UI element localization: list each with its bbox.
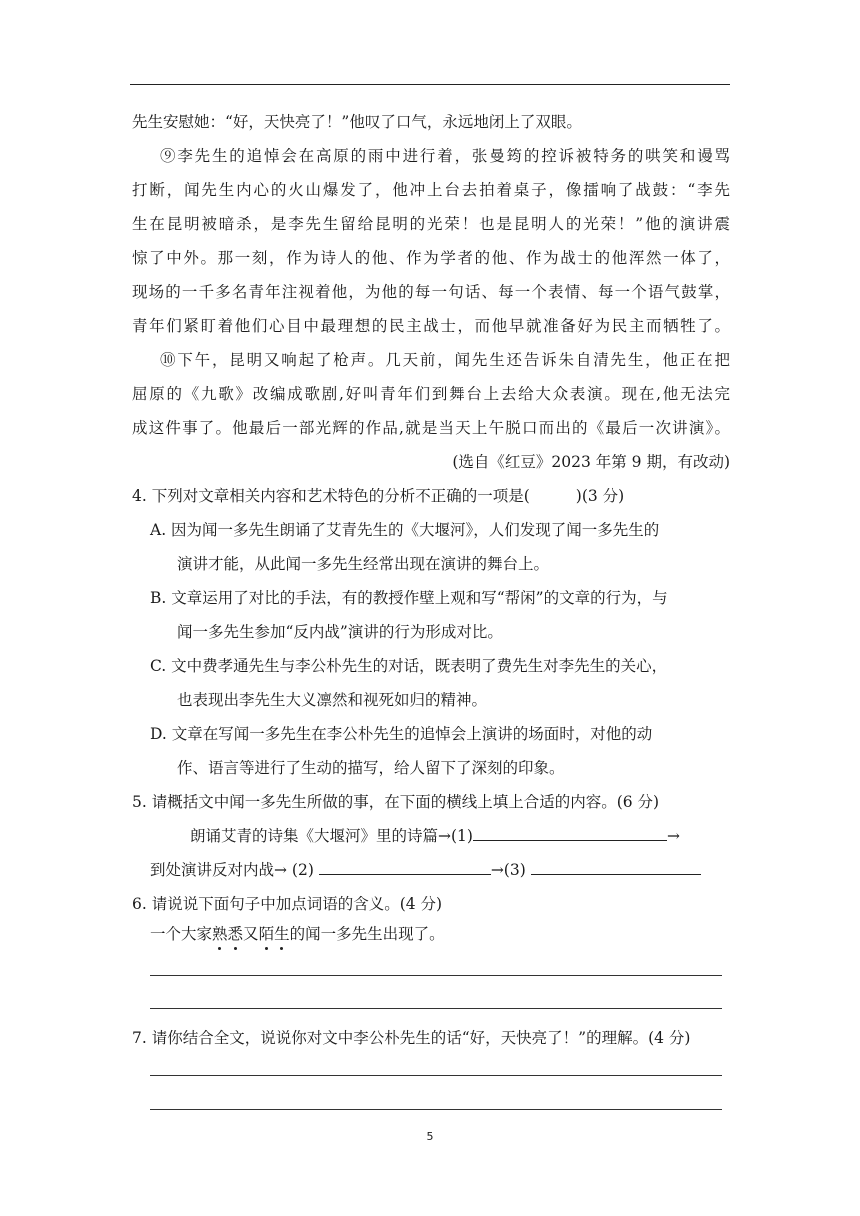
passage-line: 青年们紧盯着他们心目中最理想的民主战士，而他早就准备好为民主而牺牲了。 xyxy=(132,317,730,335)
question-5-line2 xyxy=(150,860,730,880)
passage-line: ⑨李先生的追悼会在高原的雨中进行着，张曼筠的控诉被特务的哄笑和谩骂 xyxy=(160,147,730,165)
answer-line[interactable] xyxy=(150,1075,722,1076)
sentence-part: 的闻一多先生出现了。 xyxy=(289,925,445,943)
q5-prompt-3: →(3) xyxy=(490,861,531,879)
answer-line[interactable] xyxy=(150,975,722,976)
option-d: D. 文章在写闻一多先生在李公朴先生的追悼会上演讲的场面时，对他的动 xyxy=(150,725,653,743)
option-a: A. 因为闻一多先生朗诵了艾青先生的《大堰河》，人们发现了闻一多先生的 xyxy=(150,521,660,539)
question-4-stem xyxy=(132,486,730,506)
passage-line: 惊了中外。那一刻，作为诗人的他、作为学者的他、作为战士的他浑然一体了， xyxy=(132,249,730,267)
question-5-stem: 5. 请概括文中闻一多先生所做的事，在下面的横线上填上合适的内容。(6 分) xyxy=(132,793,660,811)
option-a-cont: 演讲才能，从此闻一多先生经常出现在演讲的舞台上。 xyxy=(177,555,550,573)
passage-line: 成这件事了。他最后一部光辉的作品,就是当天上午脱口而出的《最后一次讲演》。 xyxy=(132,419,730,437)
source-citation: (选自《红豆》2023 年第 9 期，有改动) xyxy=(452,453,730,471)
option-d-cont: 作、语言等进行了生动的描写，给人留下了深刻的印象。 xyxy=(177,759,565,777)
passage-line: 屈原的《九歌》改编成歌剧,好叫青年们到舞台上去给大众表演。现在,他无法完 xyxy=(132,385,730,403)
option-c: C. 文中费孝通先生与李公朴先生的对话，既表明了费先生对李先生的关心， xyxy=(150,657,668,675)
question-5-line1 xyxy=(190,826,730,846)
passage-line: ⑩下午，昆明又响起了枪声。几天前，闻先生还告诉朱自清先生，他正在把 xyxy=(160,351,730,369)
passage-line: 打断，闻先生内心的火山爆发了，他冲上台去拍着桌子，像擂响了战鼓：“李先 xyxy=(132,181,730,199)
option-b-cont: 闻一多先生参加“反内战”演讲的行为形成对比。 xyxy=(177,623,503,641)
page-number: 5 xyxy=(426,1130,434,1143)
option-c-cont: 也表现出李先生大义凛然和视死如归的精神。 xyxy=(177,691,488,709)
passage-line: 生在昆明被暗杀，是李先生留给昆明的光荣！也是昆明人的光荣！”他的演讲震 xyxy=(132,215,730,233)
q5-prompt-2: 到处演讲反对内战→ (2) xyxy=(150,861,319,879)
question-4-text: 4. 下列对文章相关内容和艺术特色的分析不正确的一项是( xyxy=(132,487,530,505)
passage-line: 先生安慰她：“好，天快亮了！”他叹了口气，永远地闭上了双眼。 xyxy=(132,113,582,131)
q5-blank-1[interactable] xyxy=(473,826,667,841)
q5-blank-3[interactable] xyxy=(531,860,701,875)
q5-prompt-1: 朗诵艾青的诗集《大堰河》里的诗篇→(1) xyxy=(190,827,473,845)
header-rule xyxy=(130,84,730,85)
sentence-char: 又 xyxy=(243,925,259,943)
answer-line[interactable] xyxy=(150,1008,722,1009)
question-7-stem: 7. 请你结合全文，说说你对文中李公朴先生的话“好，天快亮了！”的理解。(4 分) xyxy=(132,1029,691,1047)
dotted-char: 陌 xyxy=(258,925,275,943)
arrow-icon: → xyxy=(666,827,680,845)
dotted-char: 生 xyxy=(274,925,290,943)
answer-line[interactable] xyxy=(150,1109,722,1110)
sentence-part: 一个大家 xyxy=(150,925,213,943)
dotted-char: 熟 xyxy=(212,925,228,943)
dotted-char: 悉 xyxy=(227,925,244,943)
question-4-score: )(3 分) xyxy=(575,487,625,505)
question-6-stem: 6. 请说说下面句子中加点词语的含义。(4 分) xyxy=(132,895,443,913)
passage-line: 现场的一千多名青年注视着他，为他的每一句话、每一个表情、每一个语气鼓掌， xyxy=(132,283,730,301)
question-6-sentence xyxy=(150,924,730,944)
option-b: B. 文章运用了对比的手法，有的教授作壁上观和写“帮闲”的文章的行为，与 xyxy=(150,589,668,607)
q5-blank-2[interactable] xyxy=(319,860,491,875)
